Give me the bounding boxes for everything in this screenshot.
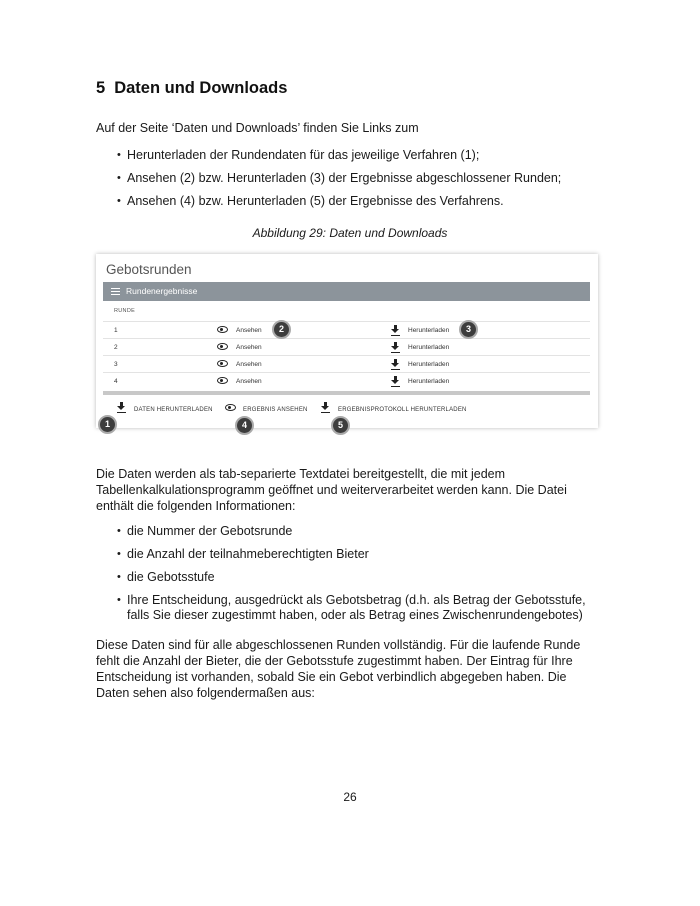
list-item: • Ansehen (4) bzw. Herunterladen (5) der Ergebnisse des Verfahrens. — [117, 194, 561, 217]
figure-caption: Abbildung 29: Daten und Downloads — [252, 226, 448, 240]
view-button[interactable] — [217, 326, 228, 333]
list-icon — [111, 288, 120, 295]
list-item: • die Gebotsstufe — [117, 570, 587, 593]
callout-badge-2: 2 — [272, 320, 291, 339]
info-bullet-list — [117, 524, 587, 631]
column-header-runde: RUNDE — [114, 308, 136, 314]
view-button[interactable] — [217, 377, 228, 384]
download-link[interactable]: Herunterladen — [408, 344, 450, 351]
callout-badge-5: 5 — [331, 416, 350, 435]
download-icon — [117, 402, 126, 413]
download-icon — [391, 325, 400, 336]
results-bar-label: Rundenergebnisse — [126, 286, 198, 296]
download-link[interactable]: Herunterladen — [408, 378, 450, 385]
eye-icon — [217, 377, 228, 384]
list-item: • die Anzahl der teilnahmeberechtigten Bieter — [117, 547, 587, 570]
view-link[interactable]: Ansehen — [236, 378, 262, 385]
view-link[interactable]: Ansehen — [236, 361, 262, 368]
download-link[interactable]: Herunterladen — [408, 327, 450, 334]
figure-screenshot — [96, 254, 598, 428]
section-heading — [96, 79, 287, 98]
download-link[interactable]: Herunterladen — [408, 361, 450, 368]
download-icon — [321, 402, 330, 413]
results-bar — [103, 282, 590, 301]
download-icon — [391, 376, 400, 387]
table-row — [103, 355, 590, 372]
intro-text: Auf der Seite ‘Daten und Downloads’ finden Sie Links zum — [96, 121, 419, 135]
paragraph-data-completeness: Diese Daten sind für alle abgeschlossenen Runden vollständig. Für die laufende Runde fehlt die Anzahl der Bieter, die der Gebotsstufe zugestimmt haben. Der Eintrag für Ihre Entscheidung ist vorhanden, sobald Sie ein Gebot verbindlich abgegeben haben. Die Daten sehen also folgendermaßen aus: — [96, 638, 581, 700]
download-button[interactable] — [391, 342, 400, 353]
download-icon — [391, 359, 400, 370]
callout-badge-4: 4 — [235, 416, 254, 435]
page-number: 26 — [343, 790, 357, 804]
download-button[interactable] — [391, 325, 400, 336]
list-item: • die Nummer der Gebotsrunde — [117, 524, 587, 547]
download-button[interactable] — [391, 376, 400, 387]
eye-icon — [217, 360, 228, 367]
intro-bullet-list — [117, 148, 561, 217]
section-number: 5 — [96, 79, 106, 97]
list-item: • Ihre Entscheidung, ausgedrückt als Gebotsbetrag (d.h. als Betrag der Gebotsstufe, falls Sie dieser zugestimmt haben, oder als Betrag eines Zwischenrundengebotes) — [117, 593, 587, 631]
protocol-download-label: ERGEBNISPROTOKOLL HERUNTERLADEN — [338, 407, 467, 413]
horizontal-scrollbar[interactable] — [103, 391, 590, 395]
round-number: 3 — [114, 361, 118, 368]
paragraph-file-info: Die Daten werden als tab-separierte Textdatei bereitgestellt, die mit jedem Tabellenkalkulationsprogramm geöffnet und weiterverarbeitet werden kann. Die Datei enthält die folgenden Informationen: — [96, 467, 567, 513]
table-row — [103, 321, 590, 338]
download-icon — [391, 342, 400, 353]
figure-title: Gebotsrunden — [106, 262, 192, 277]
eye-icon — [217, 326, 228, 333]
round-number: 1 — [114, 327, 118, 334]
round-number: 2 — [114, 344, 118, 351]
table-row — [103, 372, 590, 389]
view-button[interactable] — [217, 360, 228, 367]
data-download-label: DATEN HERUNTERLADEN — [134, 407, 213, 413]
result-view-label: ERGEBNIS ANSEHEN — [243, 407, 308, 413]
table-row — [103, 338, 590, 355]
list-item: • Herunterladen der Rundendaten für das jeweilige Verfahren (1); — [117, 148, 561, 171]
view-link[interactable]: Ansehen — [236, 327, 262, 334]
eye-icon — [217, 343, 228, 350]
eye-icon — [225, 404, 236, 411]
callout-badge-3: 3 — [459, 320, 478, 339]
section-title: Daten und Downloads — [114, 79, 288, 97]
view-button[interactable] — [217, 343, 228, 350]
view-link[interactable]: Ansehen — [236, 344, 262, 351]
list-item: • Ansehen (2) bzw. Herunterladen (3) der Ergebnisse abgeschlossener Runden; — [117, 171, 561, 194]
callout-badge-1: 1 — [98, 415, 117, 434]
round-number: 4 — [114, 378, 118, 385]
download-button[interactable] — [391, 359, 400, 370]
